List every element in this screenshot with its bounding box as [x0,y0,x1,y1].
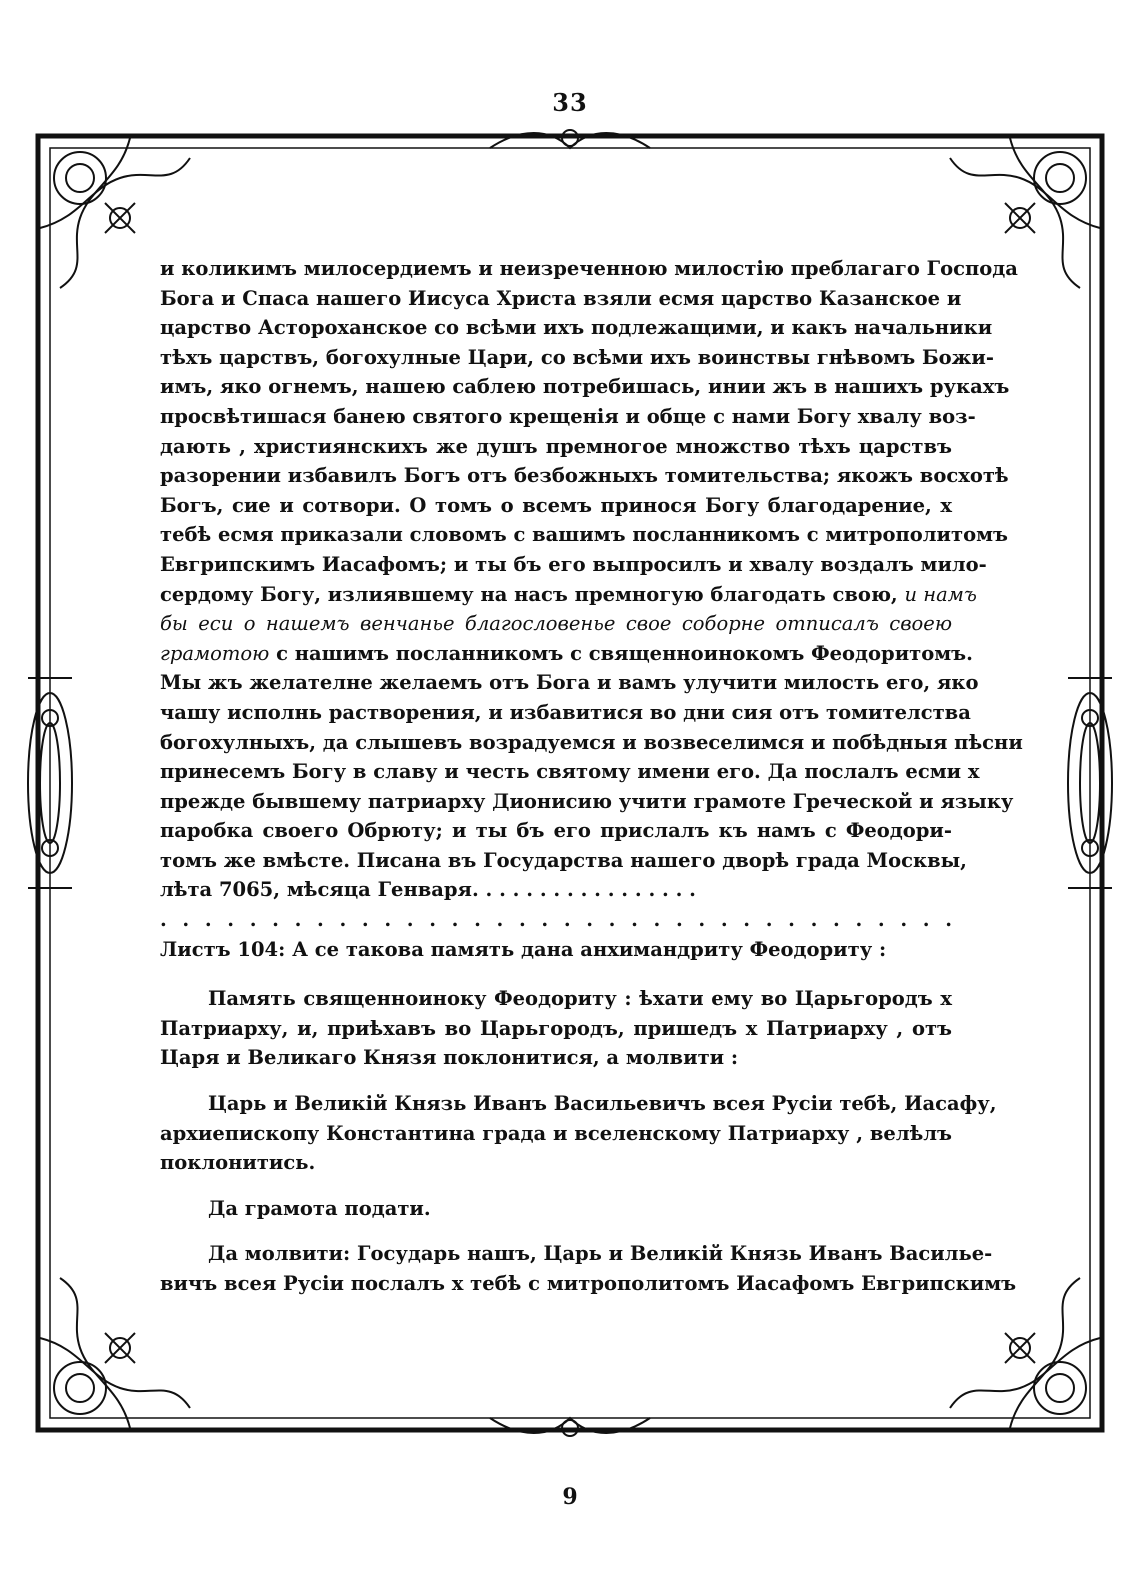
text-line: архиепископу Константина града и вселенскому Патриарху , велѣлъ [160,1121,952,1145]
text-line: дають , християнскихъ же душъ премногое множство тѣхъ царствъ [160,434,952,458]
text-line: лѣта 7065, мѣсяца Генваря. . . . . . . . . . . . . . . . . [160,878,696,902]
text-line: принесемъ Богу в славу и честь святому имени его. Да послалъ есми х [160,760,980,784]
text-line: Богъ, сие и сотвори. О томъ о всемъ принося Богу благодарение, х [160,493,952,517]
italic-line: бы еси о нашемъ венчанье благословенье свое соборне отписалъ своею [160,612,952,636]
text-line [160,639,973,669]
italic-segment: и намъ [904,582,977,606]
text-line: богохулныхъ, да слышевъ возрадуемся и возвеселимся и побѣдныя пѣсни [160,730,1023,754]
text-line: имъ, яко огнемъ, нашею саблею потребишась, инии жъ в нашихъ рукахъ [160,375,1010,399]
text-line: разорении избавилъ Богъ отъ безбожныхъ томительства; якожъ восхотѣ [160,464,1009,488]
text-line: Бога и Спаса нашего Иисуса Христа взяли есмя царство Казанское и [160,286,962,310]
text-line: просвѣтишася банею святого крещенія и обще с нами Богу хвалу воз- [160,404,976,428]
top-ornament [490,130,650,148]
text-line: чашу исполнь растворения, и избавитися во дни сия отъ томителства [160,700,971,724]
document-body [160,254,1023,1299]
italic-segment: грамотою [160,641,270,665]
text-line: и коликимъ милосердиемъ и неизреченною милостію преблагаго Господа [160,257,1018,280]
text-line: Память священноиноку Феодориту : ѣхати ему во Царьгородъ х [208,987,952,1011]
text-line: Да грамота подати. [208,1196,431,1220]
text-line: паробка своего Обрюту; и ты бъ его прислалъ къ намъ с Феодори- [160,819,952,843]
text-line: Да молвити: Государь нашъ, Царь и Великій Князь Иванъ Василье- [208,1242,993,1266]
text-line: поклонитись. [160,1151,316,1175]
text-segment: сердому Богу, излиявшему на насъ премногую благодать свою, [160,582,898,606]
text-line: Царя и Великаго Князя поклонитися, а молвити : [160,1046,739,1070]
corner-ornament-bottom-left [40,1278,190,1428]
text-line: вичъ всея Русіи послалъ х тебѣ с митрополитомъ Иасафомъ Евгрипскимъ [160,1272,1017,1295]
text-line: тѣхъ царствъ, богохулные Цари, со всѣми ихъ воинствы гнѣвомъ Божи- [160,345,994,369]
text-line: Евгрипскимъ Иасафомъ; и ты бъ его выпросилъ и хвалу воздалъ мило- [160,552,987,576]
text-line: Мы жъ желателне желаемъ отъ Бога и вамъ улучити милость его, яко [160,671,979,695]
text-segment: с нашимъ посланникомъ с священноинокомъ Феодоритомъ. [276,641,973,665]
sheet-heading: Листъ 104: А се такова память дана анхимандриту Феодориту : [160,937,887,961]
corner-ornament-bottom-right [950,1278,1100,1428]
bottom-ornament [490,1418,650,1436]
text-line: царство Астороханское со всѣми ихъ подлежащими, и какъ начальники [160,316,993,340]
text-line: томъ же вмѣсте. Писана въ Государства нашего дворѣ града Москвы, [160,848,967,872]
ellipsis-line: . . . . . . . . . . . . . . . . . . . . . . . . . . . . . . . . . . . . [160,908,952,932]
text-line [160,580,977,610]
text-line: тебѣ есмя приказали словомъ с вашимъ посланникомъ с митрополитомъ [160,523,1008,547]
signature-mark: 9 [562,1484,578,1510]
text-line: прежде бывшему патриарху Дионисию учити грамоте Греческой и языку [160,789,1014,813]
text-line: Патриарху, и, приѣхавъ во Царьгородъ, пришедъ х Патриарху , отъ [160,1016,952,1040]
text-line: Царь и Великій Князь Иванъ Васильевичъ всея Русіи тебѣ, Иасафу, [208,1092,997,1116]
page-number: 33 [552,88,588,117]
